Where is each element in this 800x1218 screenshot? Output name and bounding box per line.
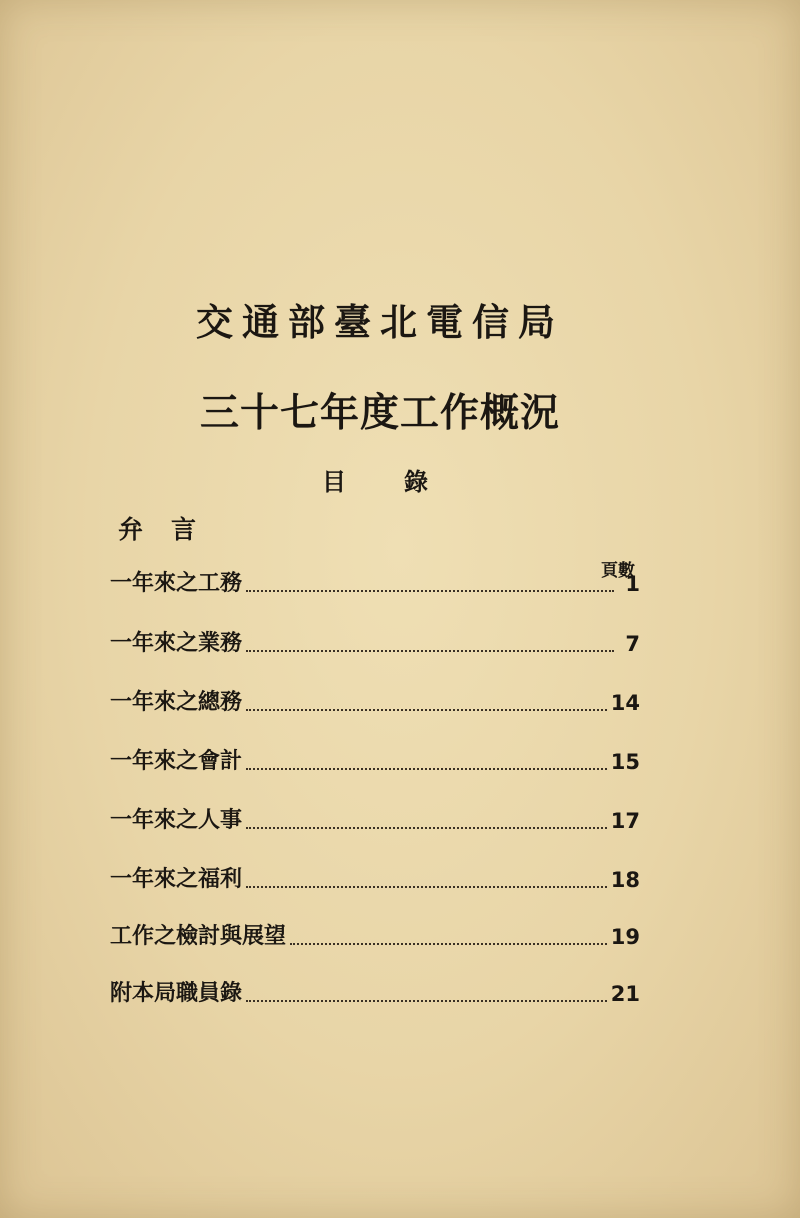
toc-entry-page: 7 bbox=[625, 632, 640, 656]
toc-entry-page: 21 bbox=[610, 982, 640, 1006]
toc-entry bbox=[110, 863, 640, 893]
toc-entry-label: 一年來之人事 bbox=[110, 808, 243, 833]
toc-entry-page: 14 bbox=[610, 691, 640, 715]
toc-entry bbox=[110, 627, 640, 657]
dot-leader bbox=[246, 768, 607, 770]
toc-entry-label: 一年來之業務 bbox=[110, 631, 243, 656]
toc-entry-label: 工作之檢討與展望 bbox=[110, 924, 287, 949]
dot-leader bbox=[246, 650, 614, 652]
toc-entry-label: 一年來之總務 bbox=[110, 690, 243, 715]
dot-leader bbox=[246, 827, 607, 829]
toc-entry bbox=[110, 567, 640, 597]
toc-entry-label: 一年來之工務 bbox=[110, 571, 243, 596]
dot-leader bbox=[246, 1000, 607, 1002]
dot-leader bbox=[246, 590, 614, 592]
toc-entry-page: 18 bbox=[610, 868, 640, 892]
page-number-column-label: 頁數 bbox=[601, 561, 635, 581]
toc-entry bbox=[110, 686, 640, 716]
dot-leader bbox=[290, 943, 607, 945]
toc-entry bbox=[110, 920, 640, 950]
toc-entry-label: 一年來之福利 bbox=[110, 867, 243, 892]
toc-entry bbox=[110, 977, 640, 1007]
toc-entry-label: 附本局職員錄 bbox=[110, 981, 243, 1006]
toc-entry bbox=[110, 745, 640, 775]
report-title: 三十七年度工作概況 bbox=[199, 391, 560, 436]
toc-heading-char-2: 錄 bbox=[404, 468, 428, 496]
preface-char-2: 言 bbox=[171, 515, 197, 544]
toc-entry-page: 1 bbox=[625, 572, 640, 596]
toc-entry-page: 17 bbox=[610, 809, 640, 833]
preface-entry bbox=[118, 510, 196, 546]
toc-entry-label: 一年來之會計 bbox=[110, 749, 243, 774]
table-of-contents-heading bbox=[322, 462, 428, 497]
preface-char-1: 弁 bbox=[118, 515, 144, 544]
dot-leader bbox=[246, 886, 607, 888]
organization-title: 交通部臺北電信局 bbox=[196, 301, 564, 344]
toc-entry-page: 15 bbox=[610, 750, 640, 774]
toc-entry bbox=[110, 804, 640, 834]
toc-entry-page: 19 bbox=[610, 925, 640, 949]
toc-heading-char-1: 目 bbox=[322, 468, 346, 496]
dot-leader bbox=[246, 709, 607, 711]
